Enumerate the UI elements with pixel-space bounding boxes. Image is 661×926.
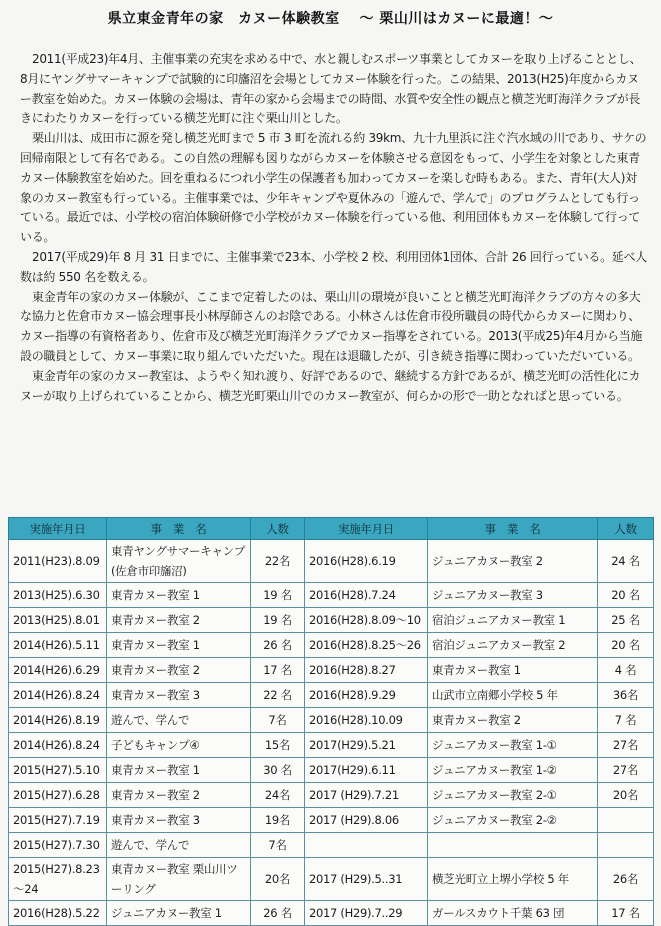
event-cell: 東青カヌー教室 栗山川ツーリング [107, 858, 251, 901]
event-cell: 東青カヌー教室 1 [107, 633, 251, 658]
count-cell: 15名 [251, 733, 305, 758]
count-cell: 26名 [598, 858, 654, 901]
event-cell: 東青カヌー教室 1 [107, 583, 251, 608]
event-cell: 東青カヌー教室 3 [107, 683, 251, 708]
count-cell: 17 名 [598, 901, 654, 926]
paragraph: 2017(平成29)年 8 月 31 日までに、主催事業で23本、小学校 2 校、利用団体1団体、合計 26 回行っている。延べ人数は約 550 名を数える。 [20, 249, 647, 284]
event-cell: 東青カヌー教室 2 [107, 658, 251, 683]
count-cell: 24名 [251, 783, 305, 808]
table-row [9, 833, 654, 858]
event-cell: 山武市立南郷小学校 5 年 [428, 683, 598, 708]
date-cell: 2015(H27).8.23 ～24 [9, 858, 107, 901]
date-cell: 2016(H28).8.25～26 [305, 633, 428, 658]
count-cell: 27名 [598, 758, 654, 783]
count-cell: 22 名 [251, 683, 305, 708]
table-row [9, 733, 654, 758]
count-cell: 20 名 [598, 633, 654, 658]
paragraph: 2011(平成23)年4月、主催事業の充実を求める中で、水と親しむスポーツ事業としてカヌーを取り上げることとし、8月にヤングサマーキャンプで試験的に印旛沼を会場としてカヌー体験を行った。この結果、2013(H25)年度からカヌー教室を始めた。カヌー体験の会場は、青年の家から会場までの時間、水質や安全性の観点と横芝光町海洋クラブが長きにわたりカヌーを行っている横芝光町に注ぐ栗山川とした。 [20, 52, 642, 126]
event-cell: ジュニアカヌー教室 3 [428, 583, 598, 608]
count-cell: 17 名 [251, 658, 305, 683]
date-cell: 2015(H27).7.19 [9, 808, 107, 833]
event-cell: 東青ヤングサマーキャンプ(佐倉市印旛沼) [107, 540, 251, 583]
table-row [9, 808, 654, 833]
date-cell: 2016(H28).9.29 [305, 683, 428, 708]
event-cell: 東青カヌー教室 2 [107, 783, 251, 808]
event-cell: 東青カヌー教室 2 [428, 708, 598, 733]
date-cell [305, 833, 428, 858]
date-cell: 2017(H29).6.11 [305, 758, 428, 783]
count-cell: 7名 [251, 708, 305, 733]
event-cell: ジュニアカヌー教室 1-② [428, 758, 598, 783]
table-row [9, 758, 654, 783]
event-cell: 東青カヌー教室 1 [428, 658, 598, 683]
event-cell: 東青カヌー教室 1 [107, 758, 251, 783]
header-event: 事 業 名 [428, 518, 598, 540]
event-cell: 横芝光町立上堺小学校 5 年 [428, 858, 598, 901]
date-cell: 2016(H28).10.09 [305, 708, 428, 733]
table-row [9, 540, 654, 583]
date-cell: 2014(H26).8.24 [9, 683, 107, 708]
count-cell: 26 名 [251, 633, 305, 658]
event-cell: ガールスカウト千葉 63 団 [428, 901, 598, 926]
event-cell: ジュニアカヌー教室 2-② [428, 808, 598, 833]
date-cell: 2017 (H29).7.21 [305, 783, 428, 808]
table-row [9, 901, 654, 926]
date-cell: 2017 (H29).7..29 [305, 901, 428, 926]
date-cell: 2016(H28).6.19 [305, 540, 428, 583]
date-cell: 2013(H25).8.01 [9, 608, 107, 633]
event-cell: 遊んで、学んで [107, 833, 251, 858]
date-cell: 2017 (H29).5..31 [305, 858, 428, 901]
page-title: 県立東金青年の家 カヌー体験教室 ～ 栗山川はカヌーに最適！～ [107, 11, 554, 27]
date-cell: 2014(H26).5.11 [9, 633, 107, 658]
header-event: 事 業 名 [107, 518, 251, 540]
date-cell: 2015(H27).6.28 [9, 783, 107, 808]
date-cell: 2014(H26).8.19 [9, 708, 107, 733]
paragraph: 東金青年の家のカヌー体験が、ここまで定着したのは、栗山川の環境が良いことと横芝光町海洋クラブの方々の多大な協力と佐倉市カヌー協会理事長小林厚師さんのお陰である。小林さんは佐倉市役所職員の時代からカヌーに関わり、カヌー指導の有資格者あり、佐倉市及び横芝光町海洋クラブでカヌー指導をされている。2013(平成25)年4月から当施設の職員として、カヌー事業に取り組んでいただいた。現在は退職したが、引き続き指導に関わっていただいている。 [20, 289, 643, 363]
date-cell: 2017 (H29).8.06 [305, 808, 428, 833]
date-cell: 2016(H28).8.27 [305, 658, 428, 683]
header-count: 人数 [598, 518, 654, 540]
count-cell: 19 名 [251, 583, 305, 608]
table-row [9, 608, 654, 633]
date-cell: 2011(H23).8.09 [9, 540, 107, 583]
date-cell: 2014(H26).6.29 [9, 658, 107, 683]
count-cell [598, 808, 654, 833]
count-cell: 7 名 [598, 708, 654, 733]
count-cell: 30 名 [251, 758, 305, 783]
table-row [9, 783, 654, 808]
count-cell: 19名 [251, 808, 305, 833]
table-row [9, 658, 654, 683]
event-cell: 宿泊ジュニアカヌー教室 2 [428, 633, 598, 658]
count-cell: 19 名 [251, 608, 305, 633]
event-cell: ジュニアカヌー教室 1 [107, 901, 251, 926]
events-table [8, 517, 654, 926]
event-cell: 宿泊ジュニアカヌー教室 1 [428, 608, 598, 633]
date-cell: 2016(H28).8.09～10 [305, 608, 428, 633]
header-count: 人数 [251, 518, 305, 540]
count-cell: 4 名 [598, 658, 654, 683]
count-cell: 22名 [251, 540, 305, 583]
date-cell: 2013(H25).6.30 [9, 583, 107, 608]
event-cell: ジュニアカヌー教室 2-① [428, 783, 598, 808]
count-cell: 20名 [598, 783, 654, 808]
count-cell: 36名 [598, 683, 654, 708]
count-cell: 25 名 [598, 608, 654, 633]
table-header-row [9, 518, 654, 540]
table-row [9, 708, 654, 733]
date-cell: 2015(H27).7.30 [9, 833, 107, 858]
event-cell: 子どもキャンプ④ [107, 733, 251, 758]
paragraph: 栗山川は、成田市に源を発し横芝光町まで 5 市 3 町を流れる約 39km、九十九里浜に注ぐ汽水域の川であり、サケの回帰南限として有名である。この自然の理解も図りながらカヌーを体験させる意図をもって、小学生を対象とした東青カヌー体験教室を始めた。回を重ねるにつれ小学生の保護者も加わってカヌーを楽しむ時もある。また、青年(大人)対象のカヌー教室も行っている。主催事業では、少年キャンプや夏休みの「遊んで、学んで」のプログラムとしても行っている。最近では、小学校の宿泊体験研修で小学校がカヌー体験を行っている他、利用団体もカヌーを体験して行っている。 [20, 131, 647, 245]
count-cell: 20名 [251, 858, 305, 901]
count-cell: 7名 [251, 833, 305, 858]
date-cell: 2014(H26).8.24 [9, 733, 107, 758]
event-cell: ジュニアカヌー教室 2 [428, 540, 598, 583]
count-cell [598, 833, 654, 858]
event-cell: 遊んで、学んで [107, 708, 251, 733]
date-cell: 2017(H29).5.21 [305, 733, 428, 758]
date-cell: 2016(H28).5.22 [9, 901, 107, 926]
table-row [9, 858, 654, 901]
paragraph: 東金青年の家のカヌー教室は、ようやく知れ渡り、好評であるので、継続する方針であるが、横芝光町の活性化にカヌーが取り上げられていることから、横芝光町栗山川でのカヌー教室が、何らかの形で一助となればと思っている。 [20, 368, 641, 403]
count-cell: 26 名 [251, 901, 305, 926]
date-cell: 2015(H27).5.10 [9, 758, 107, 783]
header-date: 実施年月日 [9, 518, 107, 540]
event-cell: 東青カヌー教室 3 [107, 808, 251, 833]
event-cell: ジュニアカヌー教室 1-① [428, 733, 598, 758]
event-cell: 東青カヌー教室 2 [107, 608, 251, 633]
table-row [9, 583, 654, 608]
body-text [20, 50, 648, 406]
header-date: 実施年月日 [305, 518, 428, 540]
date-cell: 2016(H28).7.24 [305, 583, 428, 608]
count-cell: 20 名 [598, 583, 654, 608]
event-cell [428, 833, 598, 858]
table-row [9, 683, 654, 708]
count-cell: 24 名 [598, 540, 654, 583]
table-row [9, 633, 654, 658]
count-cell: 27名 [598, 733, 654, 758]
